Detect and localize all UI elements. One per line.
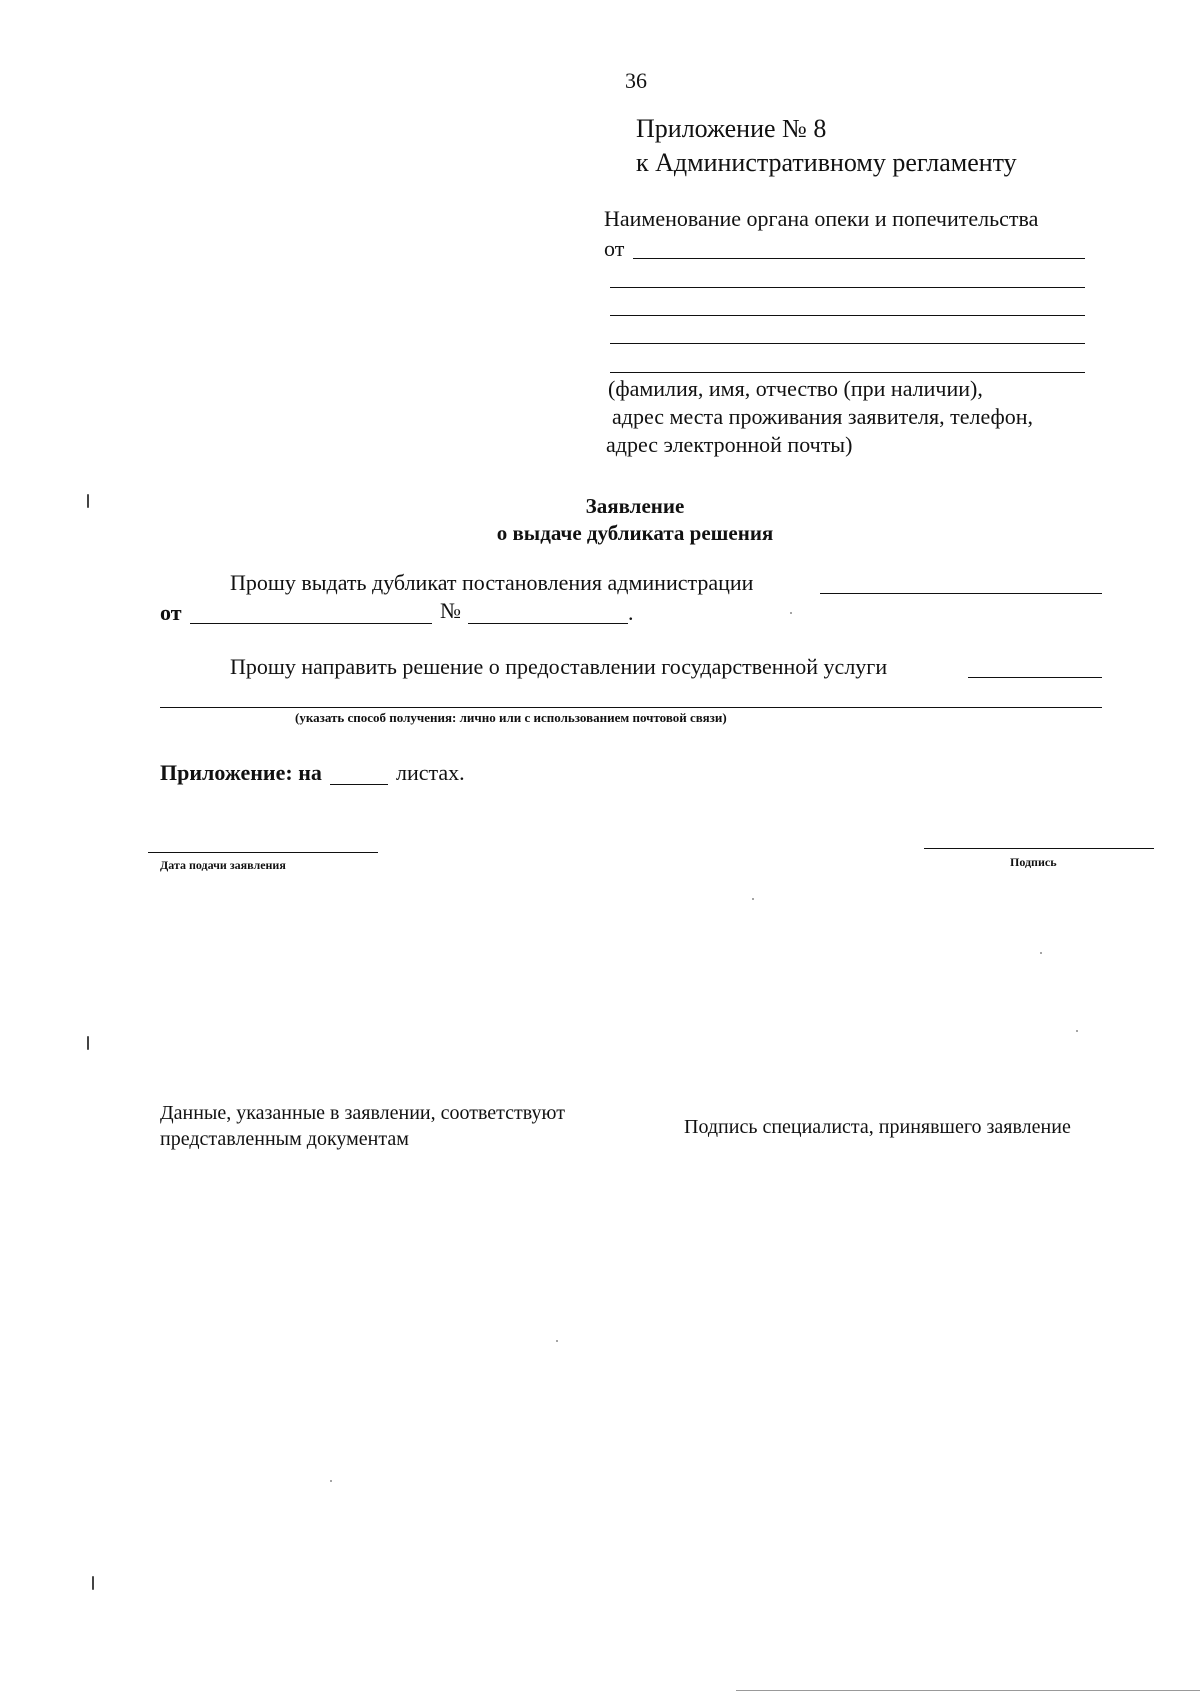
from-label: от — [604, 236, 625, 261]
applicant-line-1 — [633, 258, 1085, 259]
delivery-method-hint: (указать способ получения: лично или с использованием почтовой связи) — [295, 710, 727, 725]
appendix-regulation: к Административному регламенту — [636, 148, 1017, 177]
applicant-note-1: (фамилия, имя, отчество (при наличии), — [608, 376, 983, 401]
request-duplicate-text: Прошу выдать дубликат постановления администрации — [230, 570, 754, 595]
scan-speck — [1076, 1030, 1078, 1032]
scan-speck — [790, 612, 792, 614]
applicant-line-5 — [610, 372, 1085, 373]
document-title: Заявление — [585, 494, 685, 518]
attachment-prefix: Приложение: на — [160, 760, 322, 785]
resolution-number-line — [468, 623, 628, 624]
request-delivery-text: Прошу направить решение о предоставлении государственной услуги — [230, 654, 888, 679]
scan-mark — [92, 1576, 94, 1590]
sheet-count-line — [330, 784, 388, 785]
applicant-note-3: адрес электронной почты) — [606, 432, 853, 457]
sentence-period: . — [628, 600, 634, 625]
applicant-note-2: адрес места проживания заявителя, телефон, — [612, 404, 1034, 429]
applicant-signature-label: Подпись — [1010, 855, 1057, 869]
scan-speck — [556, 1340, 558, 1342]
scan-speck — [330, 1480, 332, 1482]
scan-speck — [752, 898, 754, 900]
applicant-line-2 — [610, 287, 1085, 288]
appendix-number: Приложение № 8 — [636, 114, 827, 143]
resolution-date-line — [190, 623, 432, 624]
delivery-method-line-2 — [160, 707, 1102, 708]
applicant-signature-line — [924, 848, 1154, 849]
administration-line — [820, 593, 1102, 594]
specialist-signature-label: Подпись специалиста, принявшего заявление — [684, 1116, 1071, 1138]
submission-date-line — [148, 852, 378, 853]
number-sign: № — [440, 598, 461, 623]
verification-text-2: представленным документам — [160, 1128, 409, 1150]
scan-mark — [87, 1036, 89, 1050]
verification-text-1: Данные, указанные в заявлении, соответствуют — [160, 1102, 565, 1124]
scan-speck — [1040, 952, 1042, 954]
date-from-label: от — [160, 600, 182, 625]
submission-date-label: Дата подачи заявления — [160, 858, 286, 872]
authority-name: Наименование органа опеки и попечительства — [604, 206, 1039, 231]
applicant-line-4 — [610, 343, 1085, 344]
page-number: 36 — [625, 68, 647, 93]
delivery-method-line-1 — [968, 677, 1102, 678]
attachment-suffix: листах. — [396, 760, 465, 785]
document-subtitle: о выдаче дубликата решения — [496, 521, 774, 545]
applicant-line-3 — [610, 315, 1085, 316]
scan-edge-line — [736, 1690, 1200, 1691]
scan-mark — [87, 494, 89, 508]
